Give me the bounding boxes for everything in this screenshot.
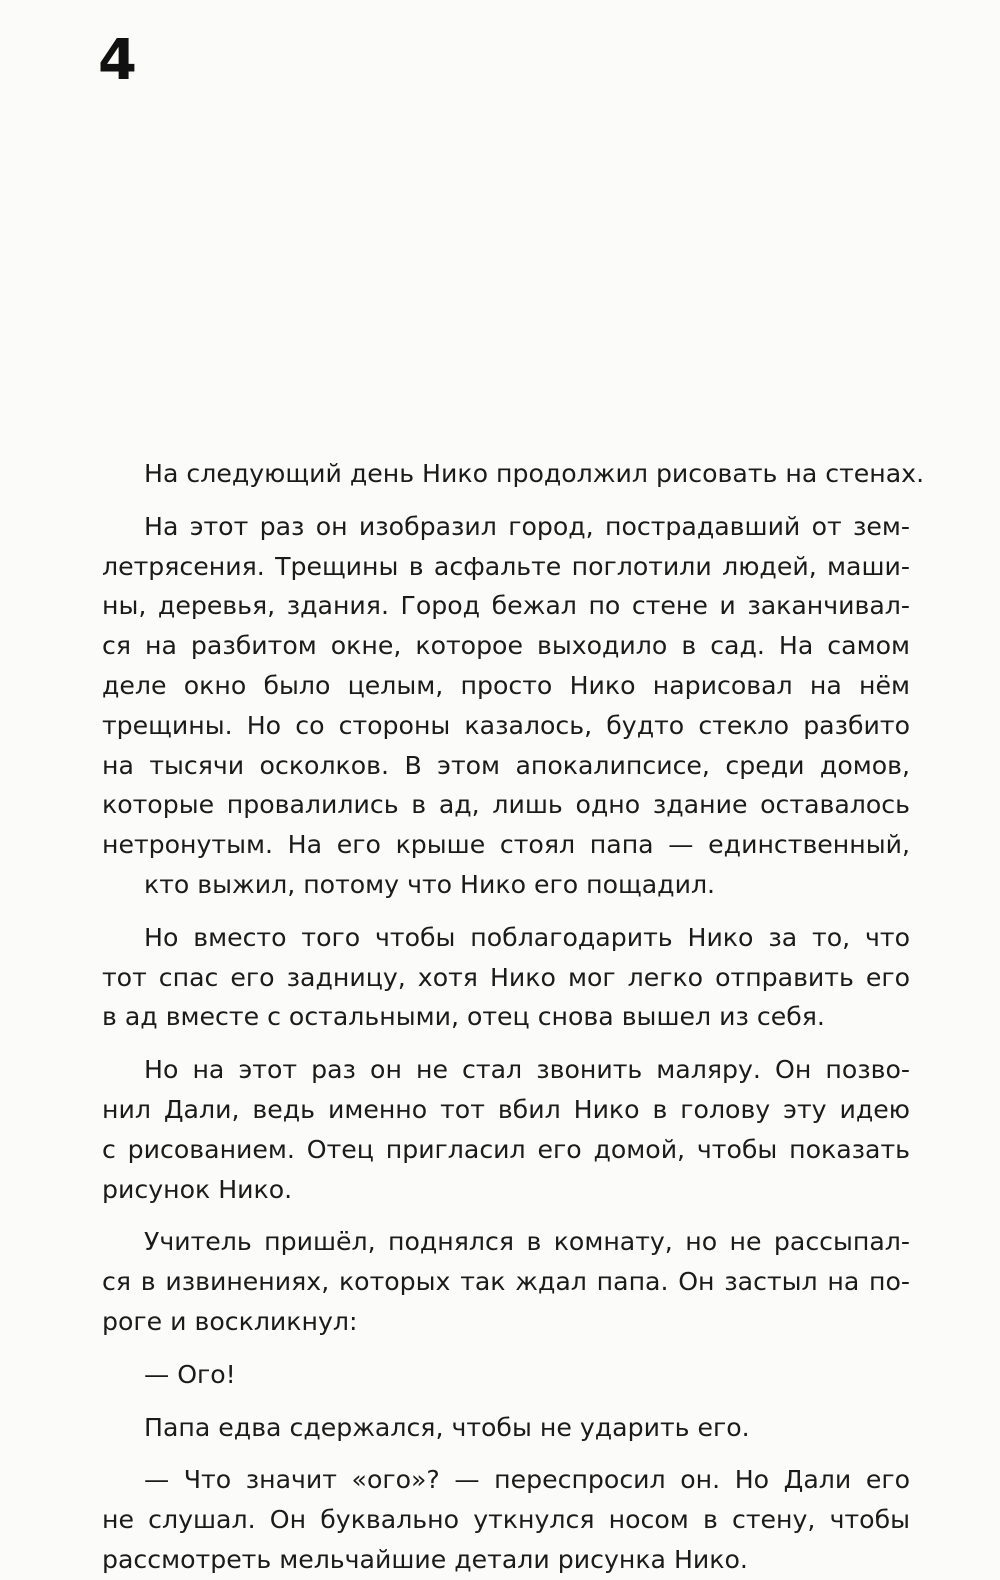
text-line: деле окно было целым, просто Нико нарисовал на нём: [102, 670, 910, 700]
text-line: с рисованием. Отец пригласил его домой, чтобы показать: [102, 1134, 910, 1164]
text-line: которые провалились в ад, лишь одно здание оставалось: [102, 790, 910, 820]
paragraph: [102, 1408, 910, 1448]
chapter-number: 4: [98, 28, 137, 93]
text-line: — Ого!: [144, 1359, 236, 1389]
text-line: Учитель пришёл, поднялся в комнату, но не рассыпал-: [144, 1227, 910, 1257]
paragraph: [102, 1050, 910, 1209]
text-line: трещины. Но со стороны казалось, будто стекло разбито: [102, 710, 910, 740]
text-line: Папа едва сдержался, чтобы не ударить его.: [144, 1412, 750, 1442]
paragraph: [102, 918, 910, 1037]
text-line: не слушал. Он буквально уткнулся носом в стену, чтобы: [102, 1505, 910, 1535]
text-line: ны, деревья, здания. Город бежал по стене и заканчивал-: [102, 591, 910, 621]
paragraph: [102, 1355, 910, 1395]
text-line: на тысячи осколков. В этом апокалипсисе, среди домов,: [102, 750, 910, 780]
paragraph: [102, 1222, 910, 1341]
text-line: На следующий день Нико продолжил рисовать на стенах.: [144, 459, 925, 488]
text-line: кто выжил, потому что Нико его пощадил.: [144, 869, 716, 899]
text-line: На этот раз он изобразил город, пострадавший от зем-: [144, 511, 910, 541]
paragraph: [102, 507, 910, 905]
text-line: нил Дали, ведь именно тот вбил Нико в голову эту идею: [102, 1094, 910, 1124]
text-line: тот спас его задницу, хотя Нико мог легко отправить его: [102, 962, 910, 992]
paragraph: [102, 1460, 910, 1579]
text-line: нетронутым. На его крыше стоял папа — единственный,: [102, 830, 910, 860]
body-text: [102, 454, 925, 1580]
text-line: ся в извинениях, которых так ждал папа. Он застыл на по-: [102, 1267, 910, 1297]
text-line: рассмотреть мельчайшие детали рисунка Нико.: [102, 1544, 748, 1574]
text-line: Но на этот раз он не стал звонить маляру. Он позво-: [144, 1055, 910, 1085]
text-line: Но вместо того чтобы поблагодарить Нико за то, что: [144, 922, 910, 952]
text-line: роге и воскликнул:: [102, 1306, 358, 1336]
text-line: ся на разбитом окне, которое выходило в сад. На самом: [102, 631, 910, 661]
text-line: летрясения. Трещины в асфальте поглотили людей, маши-: [102, 551, 910, 581]
paragraph: [102, 454, 925, 494]
text-line: рисунок Нико.: [102, 1174, 293, 1204]
text-line: в ад вместе с остальными, отец снова вышел из себя.: [102, 1002, 825, 1032]
text-line: — Что значит «ого»? — переспросил он. Но Дали его: [144, 1465, 910, 1495]
